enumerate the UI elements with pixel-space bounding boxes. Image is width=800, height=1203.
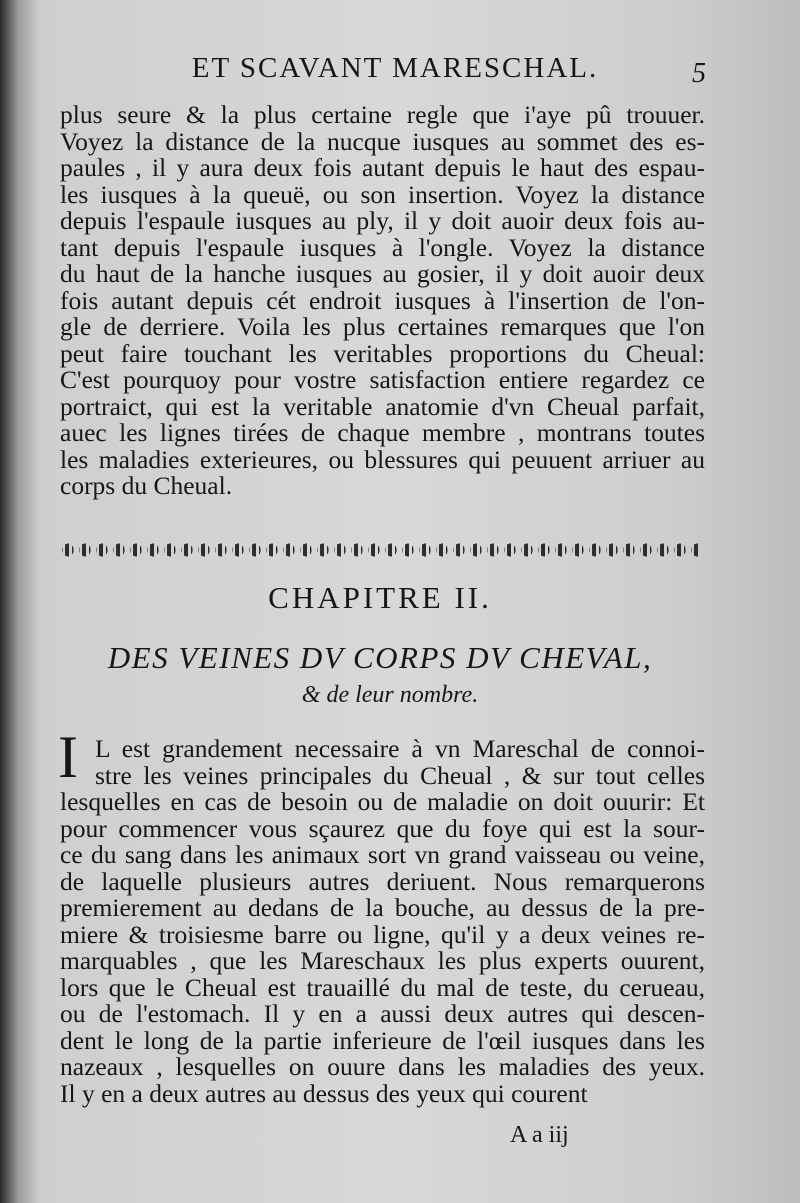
paragraph-1 — [60, 102, 705, 500]
text-line: tant depuis l'espaule iusques à l'ongle. Voyez la distance — [60, 232, 705, 262]
text-line: fois autant depuis cét endroit iusques à l'insertion de l'on- — [60, 285, 705, 315]
text-line: portraict, qui est la veritable anatomie d'vn Cheual parfait, — [60, 391, 705, 421]
text-line: nazeaux , lesquelles on ouure dans les maladies des yeux. — [60, 1052, 705, 1081]
running-head: ET SCAVANT MARESCHAL. — [191, 52, 599, 84]
text-line: du haut de la hanche iusques au gosier, il y doit auoir deux — [60, 259, 705, 288]
text-line: lors que le Cheual est trauaillé du mal de teste, du cerueau, — [60, 972, 705, 1002]
chapter-heading: CHAPITRE II. — [268, 580, 492, 615]
text-line: ce du sang dans les animaux sort vn grand vaisseau ou veine, — [60, 840, 705, 869]
text-line: paules , il y aura deux fois autant depuis le haut des espau- — [60, 153, 705, 182]
text-line: gle de derriere. Voila les plus certaines remarques que l'on — [60, 312, 705, 341]
text-line: les maladies exterieures, ou blessures qui peuuent arriuer au — [60, 444, 705, 474]
text-line: lesquelles en cas de besoin ou de maladie on doit ouurir: Et — [60, 787, 705, 816]
text-line: Il y en a deux autres au dessus des yeux qui courent — [60, 1078, 588, 1108]
text-line: miere & troisiesme barre ou ligne, qu'il y a deux veines re- — [60, 919, 705, 949]
text-line: C'est pourquoy pour vostre satisfaction entiere regardez ce — [60, 365, 705, 394]
page-number: 5 — [692, 58, 706, 89]
text-line: ou de l'estomach. Il y en a aussi deux autres qui descen- — [60, 999, 705, 1028]
text-line: plus seure & la plus certaine regle que i'aye pû trouuer. — [60, 100, 705, 129]
text-line: peut faire touchant les veritables proportions du Cheual: — [60, 338, 705, 368]
text-line: premierement au dedans de la bouche, au dessus de la pre- — [60, 893, 705, 922]
paragraph-2 — [60, 789, 705, 1107]
text-line: L est grandement necessaire à vn Mareschal de connoi- — [95, 734, 705, 763]
text-line: dent le long de la partie inferieure de l'œil iusques dans les — [60, 1025, 705, 1055]
text-line: marquables , que les Mareschaux les plus experts ouurent, — [60, 946, 705, 975]
chapter-title: DES VEINES DV CORPS DV CHEVAL, — [107, 640, 653, 675]
text-line: les iusques à la queuë, ou son insertion. Voyez la distance — [60, 179, 705, 209]
text-line: auec les lignes tirées de chaque membre , montrans toutes — [60, 418, 705, 447]
text-line: pour commencer vous sçaurez que du foye qui est la sour- — [60, 813, 705, 843]
signature-mark: A a iij — [510, 1122, 569, 1148]
text-line: depuis l'espaule iusques au ply, il y doit auoir deux fois au- — [60, 206, 705, 235]
drop-cap: I — [58, 724, 78, 790]
text-line: corps du Cheual. — [60, 471, 233, 500]
text-line: de laquelle plusieurs autres deriuent. Nous remarquerons — [60, 866, 705, 896]
chapter-subtitle: & de leur nombre. — [301, 682, 479, 708]
ornamental-rule — [60, 540, 700, 560]
paragraph-2-opening — [95, 736, 705, 789]
text-line: Voyez la distance de la nucque iusques au sommet des es- — [60, 126, 705, 156]
text-line: stre les veines principales du Cheual , & sur tout celles — [95, 760, 705, 790]
